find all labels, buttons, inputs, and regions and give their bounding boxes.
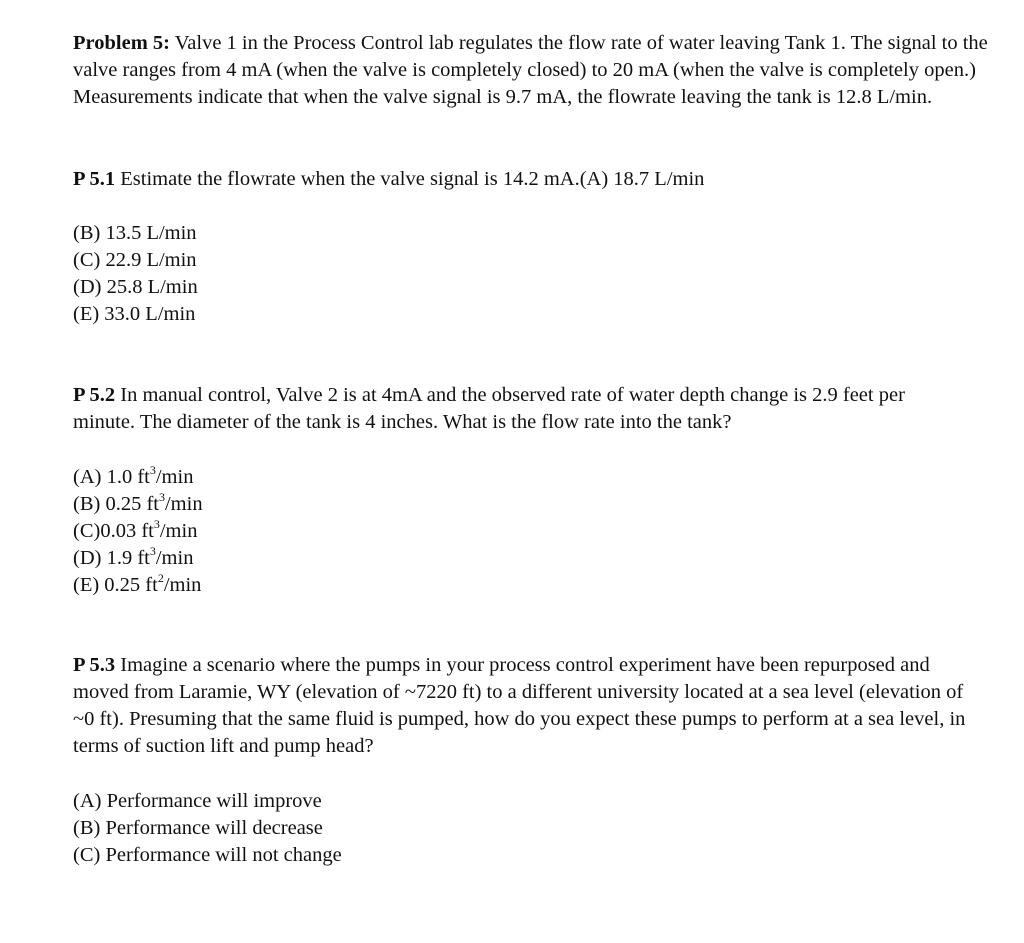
question-5-1-label: P 5.1 <box>73 168 116 190</box>
question-5-3-prompt <box>73 652 978 760</box>
question-5-3-label: P 5.3 <box>73 654 116 676</box>
option-5-1-b: (B) 13.5 L/min <box>73 222 197 244</box>
problem-label: Problem 5: <box>73 32 170 54</box>
question-5-1-prompt <box>73 166 1003 193</box>
option-5-2-c: (C)0.03 $ft^3/\min$ <box>73 517 198 542</box>
question-5-3 <box>73 652 1003 760</box>
option-5-2-d: (D) 1.9 $ft^3/\min$ <box>73 544 194 569</box>
question-5-1-options <box>73 220 1003 328</box>
problem-text: Valve 1 in the Process Control lab regulates the flow rate of water leaving Tank 1. The signal to the valve ranges from 4 mA (when the valve is completely closed) to 20 mA (when the valve is completely open.) Measurements indicate that when the valve signal is 9.7 mA, the flowrate leaving the tank is 12.8 L/min. <box>73 32 988 108</box>
option-5-1-c: (C) 22.9 L/min <box>73 249 197 271</box>
problem-paragraph <box>73 30 991 111</box>
option-5-3-b: (B) Performance will decrease <box>73 817 323 839</box>
option-5-2-a: (A) 1.0 $ft^3/\min$ <box>73 463 194 488</box>
question-5-2-options <box>73 464 1003 599</box>
question-5-1 <box>73 166 1003 193</box>
question-5-1-text: Estimate the flowrate when the valve signal is 14.2 mA.(A) 18.7 L/min <box>120 168 705 190</box>
question-5-3-options <box>73 788 1003 869</box>
question-5-3-text: Imagine a scenario where the pumps in your process control experiment have been repurposed and moved from Laramie, WY (elevation of ~7220 ft) to a different university located at a sea level (elevation of ~0 ft). Presuming that the same fluid is pumped, how do you expect these pumps to perform at a sea level, in terms of suction lift and pump head? <box>73 654 966 757</box>
option-5-3-a: (A) Performance will improve <box>73 790 322 812</box>
question-5-2-text: In manual control, Valve 2 is at 4mA and the observed rate of water depth change is 2.9 feet per minute. The diameter of the tank is 4 inches. What is the flow rate into the tank? <box>73 384 905 433</box>
question-5-2-prompt <box>73 382 963 436</box>
question-5-2 <box>73 382 1003 436</box>
problem-statement <box>73 30 1003 111</box>
question-5-2-label: P 5.2 <box>73 384 116 406</box>
option-5-2-e: (E) 0.25 $ft^2/\min$ <box>73 571 202 596</box>
option-5-3-c: (C) Performance will not change <box>73 844 342 866</box>
option-5-1-d: (D) 25.8 L/min <box>73 276 198 298</box>
option-5-1-e: (E) 33.0 L/min <box>73 303 196 325</box>
option-5-2-b: (B) 0.25 $ft^3/\min$ <box>73 490 203 515</box>
